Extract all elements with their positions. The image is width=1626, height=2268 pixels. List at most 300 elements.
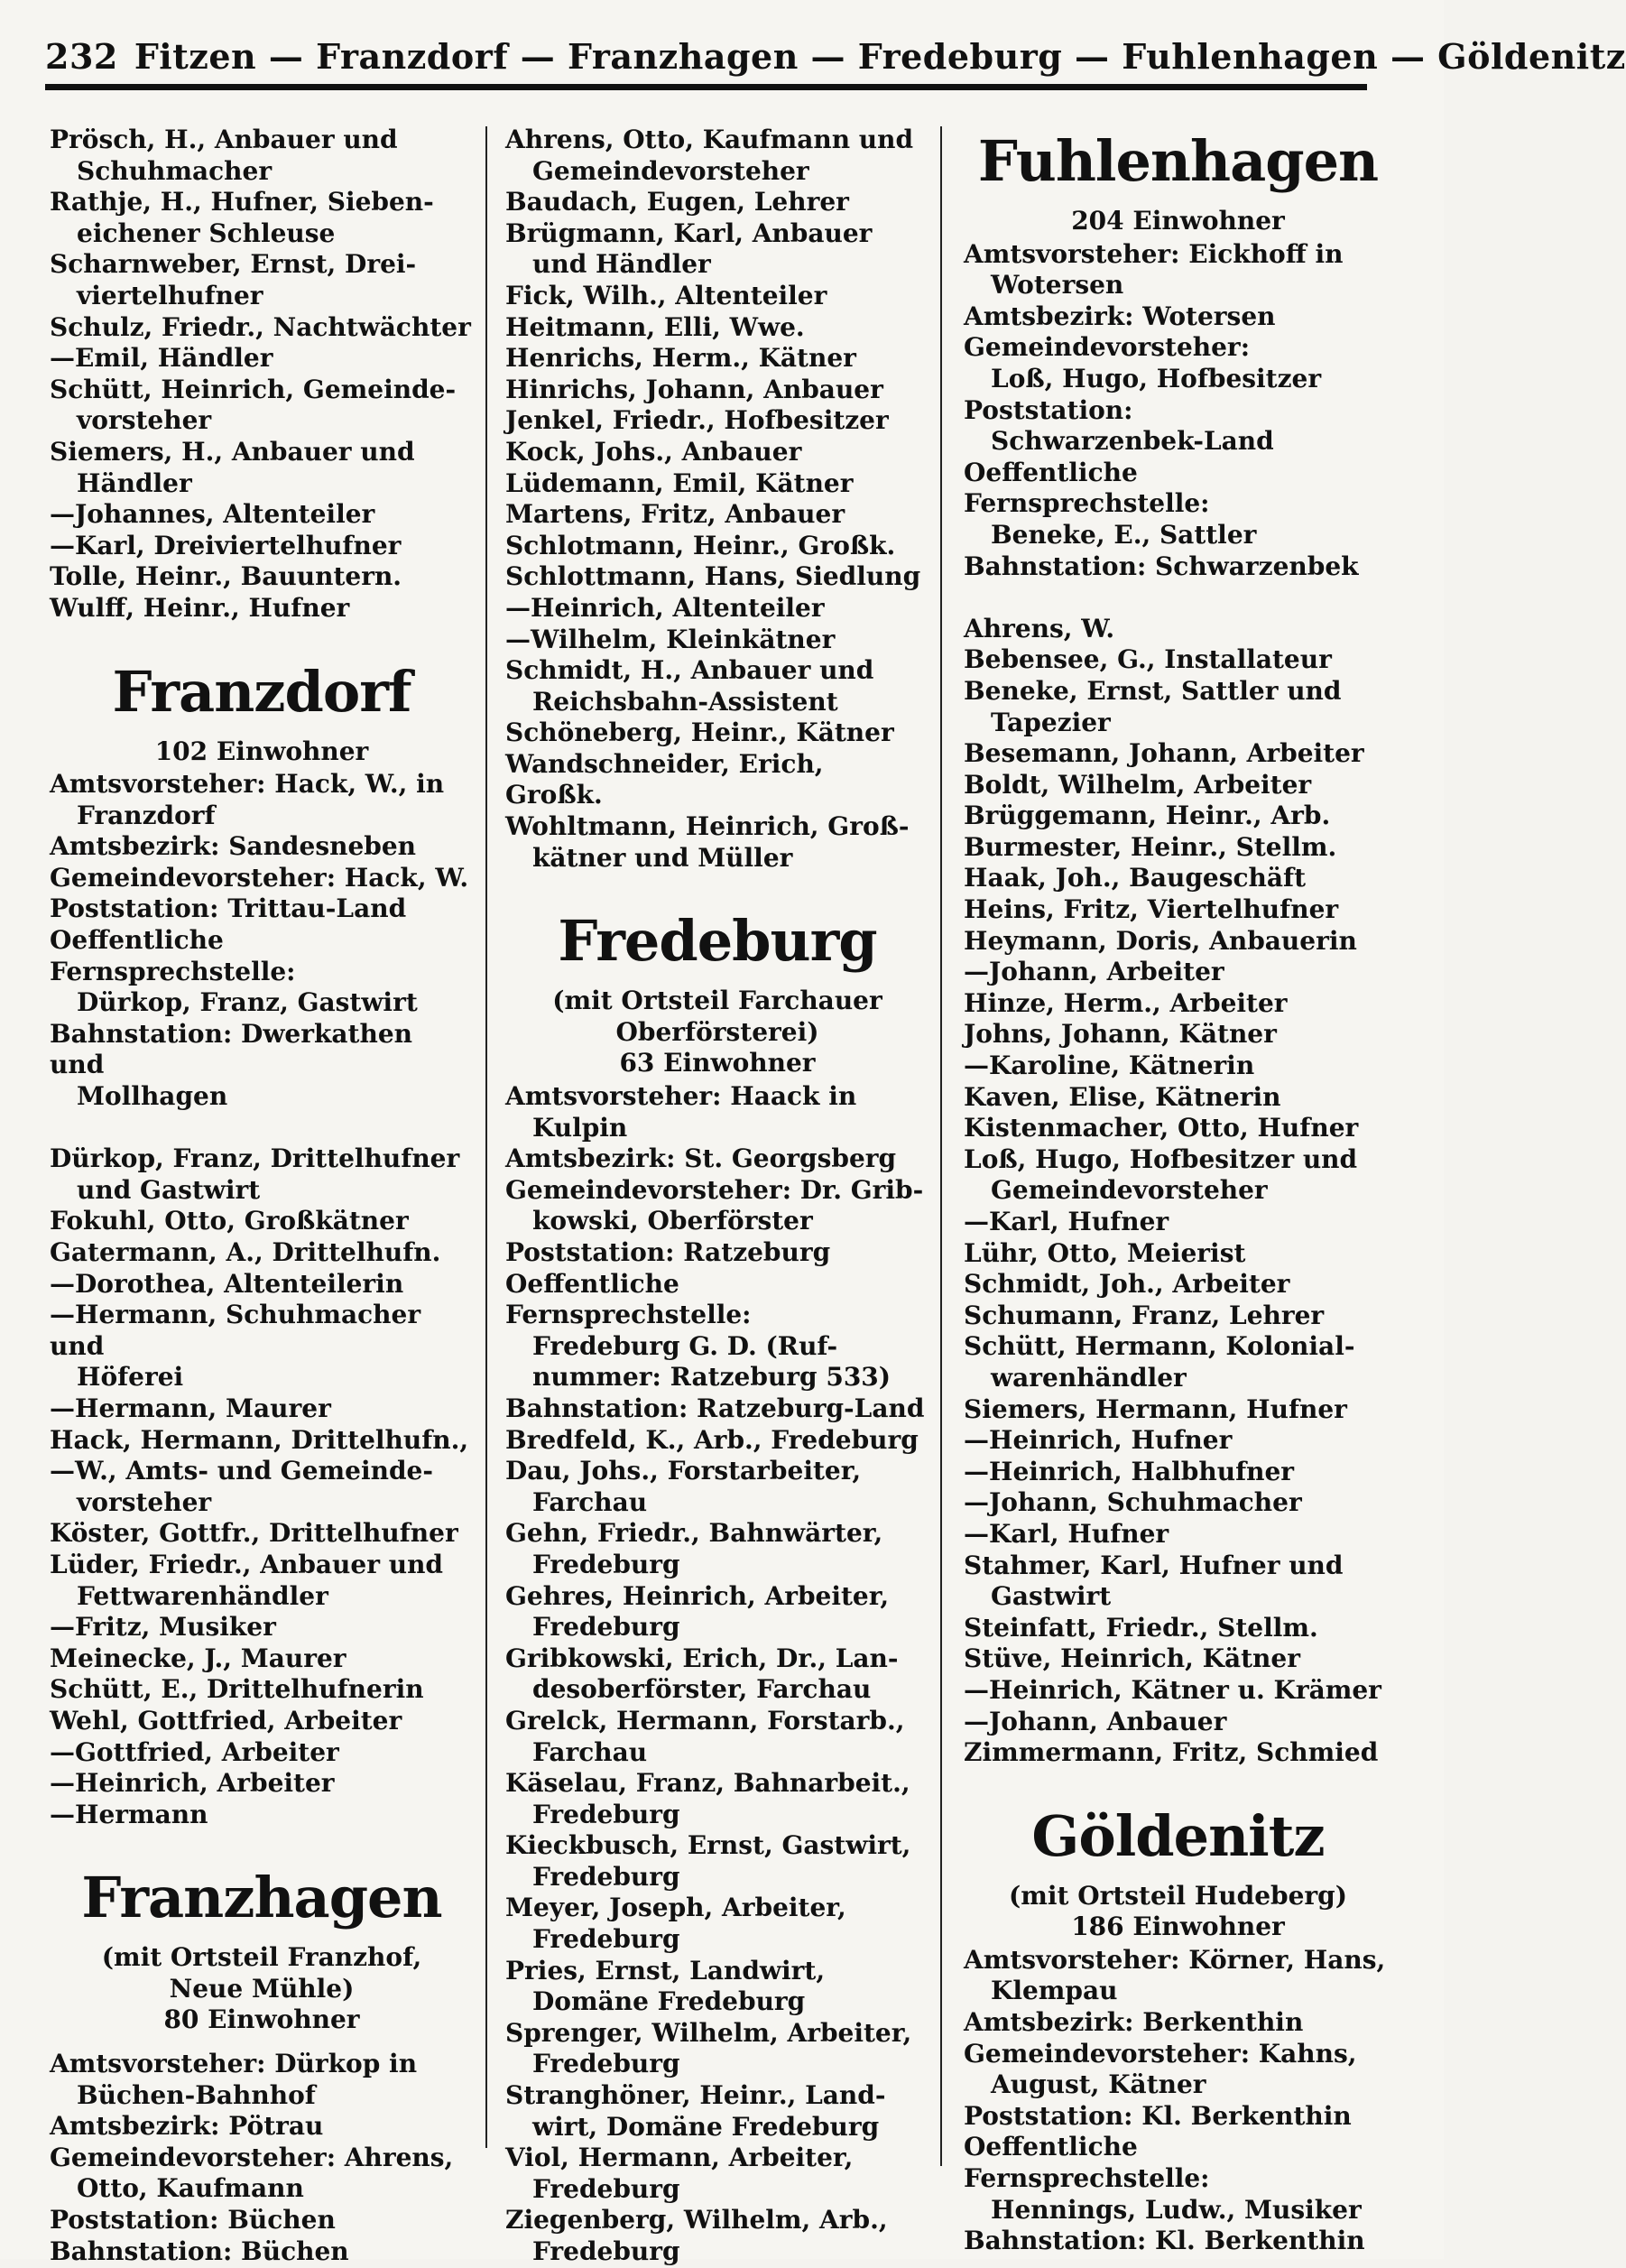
entry-continuation: Kulpin (532, 1112, 628, 1143)
entry-line: Johns, Johann, Kätner (964, 1019, 1277, 1050)
entry-line: Wulff, Heinr., Hufner (50, 592, 350, 623)
directory-entry (964, 832, 1392, 864)
entry-continuation: wirt, Domäne Fredeburg (532, 2111, 880, 2142)
entry-continuation: Fredeburg (532, 1612, 680, 1643)
entry-continuation: Fredeburg (532, 2049, 680, 2079)
directory-entry (964, 1238, 1392, 1270)
directory-entry (50, 561, 474, 593)
directory-entry (964, 1207, 1392, 1238)
directory-entry (505, 1768, 929, 1830)
fredeburg-info (505, 1081, 929, 1425)
entry-line: Poststation: Ratzeburg (505, 1237, 831, 1267)
directory-entry (50, 1612, 474, 1643)
directory-entry (50, 499, 474, 531)
entry-line: —Hermann (50, 1799, 208, 1829)
entry-continuation: Fettwarenhändler (77, 1580, 328, 1611)
entry-line: Köster, Gottfr., Drittelhufner (50, 1518, 458, 1549)
directory-entry (505, 1081, 929, 1143)
entry-line: Gemeindevorsteher: Hack, W. (50, 862, 469, 893)
entry-continuation: Fredeburg G. D. (Ruf- (532, 1330, 838, 1361)
directory-entry (50, 769, 474, 831)
subtitle-fredeburg (505, 986, 929, 1048)
directory-entry (50, 2049, 474, 2111)
entry-line: Stahmer, Karl, Hufner und (964, 1550, 1344, 1580)
entry-line: Dürkop, Franz, Drittelhufner (50, 1143, 460, 1174)
directory-entry (964, 614, 1392, 645)
directory-entry (505, 2143, 929, 2205)
entry-line: Siemers, H., Anbauer und (50, 436, 415, 467)
entry-line: —W., Amts- und Gemeinde- (50, 1456, 433, 1486)
entry-line: Scharnweber, Ernst, Drei- (50, 249, 417, 280)
entry-line: —Dorothea, Altenteilerin (50, 1268, 404, 1299)
directory-entry (50, 2111, 474, 2143)
section-title-fredeburg: Fredeburg (558, 908, 877, 975)
directory-entry (505, 1425, 929, 1457)
subtitle-line: (mit Ortsteil Hudeberg) (1009, 1880, 1347, 1911)
entry-line: Bahnstation: Büchen (50, 2236, 349, 2266)
entry-line: Tolle, Heinr., Bauuntern. (50, 561, 402, 592)
entry-continuation: Mollhagen (77, 1081, 228, 1112)
entry-line: Schlotmann, Heinr., Großk. (505, 530, 896, 560)
directory-entry (505, 125, 929, 187)
directory-entry (964, 770, 1392, 801)
entry-line: Stüve, Heinrich, Kätner (964, 1643, 1300, 1674)
entry-line: —Karl, Hufner (964, 1518, 1169, 1549)
fredeburg-entries (505, 1425, 929, 2268)
entry-continuation: Wotersen (991, 270, 1124, 301)
entry-line: Zimmermann, Fritz, Schmied (964, 1737, 1379, 1768)
entry-line: Gemeindevorsteher: Kahns, (964, 2038, 1357, 2069)
directory-entry (505, 561, 929, 593)
entry-line: —Johann, Schuhmacher (964, 1487, 1302, 1518)
entry-line: Kaven, Elise, Kätnerin (964, 1081, 1281, 1112)
entry-line: Schöneberg, Heinr., Kätner (505, 717, 894, 748)
directory-entry (964, 1269, 1392, 1301)
entry-line: Amtsbezirk: St. Georgsberg (505, 1143, 897, 1174)
column-2 (505, 125, 929, 2268)
section-title-franzhagen: Franzhagen (81, 1865, 442, 1931)
entry-line: Amtsbezirk: Wotersen (964, 301, 1276, 331)
population-franzhagen: 80 Einwohner (163, 2004, 360, 2035)
directory-entry (50, 863, 474, 894)
entry-continuation: Fredeburg (532, 2236, 680, 2266)
entry-line: Ahrens, Otto, Kaufmann und (505, 125, 914, 154)
directory-entry (50, 1237, 474, 1269)
entry-line: —Johann, Arbeiter (964, 957, 1224, 987)
column-3 (964, 125, 1392, 2257)
directory-entry (50, 1800, 474, 1831)
entry-line: —Karl, Dreiviertelhufner (50, 530, 402, 560)
entry-line: Amtsvorsteher: Hack, W., in (50, 769, 445, 800)
entry-line: Schlottmann, Hans, Siedlung (505, 561, 921, 592)
fitzen-entries (50, 125, 474, 625)
directory-entry (964, 332, 1392, 394)
entry-continuation: Loß, Hugo, Hofbesitzer (991, 363, 1322, 393)
directory-entry (50, 893, 474, 925)
entry-line: Henrichs, Herm., Kätner (505, 343, 856, 374)
entry-line: Gribkowski, Erich, Dr., Lan- (505, 1643, 899, 1673)
entry-line: Hinze, Herm., Arbeiter (964, 987, 1288, 1018)
directory-entry (964, 894, 1392, 926)
entry-line: Besemann, Johann, Arbeiter (964, 738, 1364, 769)
directory-entry (964, 1487, 1392, 1519)
entry-line: Bredfeld, K., Arb., Fredeburg (505, 1424, 919, 1455)
entry-line: —Karoline, Kätnerin (964, 1051, 1255, 1081)
entry-line: —Johannes, Altenteiler (50, 499, 375, 530)
entry-line: Brüggemann, Heinr., Arb. (964, 801, 1331, 831)
entry-continuation: desoberförster, Farchau (532, 1674, 872, 1705)
fuhlenhagen-info (964, 239, 1392, 583)
running-title: Fitzen — Franzdorf — Franzhagen — Fredeburg — Fuhlenhagen — Göldenitz (134, 36, 1626, 77)
directory-entry (505, 1518, 929, 1580)
directory-entry (505, 749, 929, 811)
directory-entry (505, 437, 929, 468)
directory-entry (964, 2226, 1392, 2257)
entry-continuation: nummer: Ratzeburg 533) (532, 1362, 892, 1393)
directory-entry (964, 2132, 1392, 2226)
entry-continuation: Domäne Fredeburg (532, 1986, 806, 2017)
entry-line: Gehn, Friedr., Bahnwärter, (505, 1518, 883, 1549)
directory-entry (50, 249, 474, 311)
entry-line: Fick, Wilh., Altenteiler (505, 280, 827, 310)
directory-entry (50, 593, 474, 625)
column-divider (485, 126, 487, 2148)
entry-line: Poststation: (964, 394, 1133, 425)
entry-line: Amtsbezirk: Pötrau (50, 2111, 324, 2142)
entry-line: Schmidt, H., Anbauer und (505, 655, 874, 686)
entry-line: Schütt, Heinrich, Gemeinde- (50, 374, 457, 404)
directory-entry (964, 1707, 1392, 1738)
entry-line: Amtsvorsteher: Eickhoff in (964, 238, 1344, 269)
directory-entry (50, 2205, 474, 2236)
directory-entry (50, 187, 474, 249)
section-title-goeldenitz: Göldenitz (1031, 1802, 1325, 1869)
population-fredeburg: 63 Einwohner (619, 1048, 816, 1078)
directory-entry (964, 926, 1392, 958)
entry-line: —Emil, Händler (50, 343, 273, 374)
directory-entry (964, 863, 1392, 894)
header-rule (45, 84, 1367, 90)
directory-entry (50, 1737, 474, 1769)
entry-line: Steinfatt, Friedr., Stellm. (964, 1612, 1318, 1643)
directory-entry (50, 375, 474, 437)
subtitle-line: Oberförsterei) (615, 1016, 819, 1047)
directory-entry (50, 1706, 474, 1737)
entry-line: Wohltmann, Heinrich, Groß- (505, 811, 910, 842)
entry-continuation: warenhändler (991, 1362, 1187, 1393)
entry-line: Poststation: Trittau-Land (50, 893, 407, 924)
entry-continuation: Fredeburg (532, 1861, 680, 1892)
entry-line: Wehl, Gottfried, Arbeiter (50, 1705, 402, 1736)
entry-line: Hack, Hermann, Drittelhufn., (50, 1424, 469, 1455)
entry-continuation: Franzdorf (77, 800, 216, 830)
directory-entry (50, 1456, 474, 1518)
entry-continuation: Beneke, E., Sattler (991, 519, 1257, 550)
entry-line: Lüdemann, Emil, Kätner (505, 467, 854, 498)
directory-entry (964, 1737, 1392, 1769)
entry-line: Schumann, Franz, Lehrer (964, 1300, 1325, 1330)
directory-entry (964, 1019, 1392, 1051)
directory-entry (964, 644, 1392, 676)
directory-entry (505, 1456, 929, 1518)
directory-entry (505, 405, 929, 437)
entry-continuation: August, Kätner (991, 2069, 1206, 2100)
entry-line: Kock, Johs., Anbauer (505, 436, 802, 467)
entry-line: —Johann, Anbauer (964, 1706, 1227, 1736)
directory-entry (50, 1143, 474, 1206)
directory-entry (505, 312, 929, 344)
directory-entry (505, 811, 929, 874)
directory-entry (50, 2236, 474, 2268)
entry-line: Kistenmacher, Otto, Hufner (964, 1113, 1359, 1143)
entry-continuation: vorsteher (77, 405, 212, 436)
entry-line: Gehres, Heinrich, Arbeiter, (505, 1580, 890, 1611)
entry-line: Bahnstation: Kl. Berkenthin (964, 2226, 1365, 2256)
entry-line: Gemeindevorsteher: Dr. Grib- (505, 1174, 924, 1205)
population-franzdorf: 102 Einwohner (154, 736, 369, 766)
entry-line: Schmidt, Joh., Arbeiter (964, 1269, 1290, 1300)
directory-entry (505, 655, 929, 717)
entry-continuation: Fredeburg (532, 1799, 680, 1829)
directory-entry (964, 801, 1392, 832)
subtitle-line: (mit Ortsteil Franzhof, (101, 1942, 422, 1973)
entry-continuation: Fredeburg (532, 1924, 680, 1955)
directory-entry (505, 468, 929, 500)
entry-continuation: viertelhufner (77, 280, 263, 310)
entry-continuation: Gemeindevorsteher (991, 1175, 1268, 1206)
directory-entry (50, 1206, 474, 1237)
directory-entry (964, 988, 1392, 1020)
entry-line: Schütt, E., Drittelhufnerin (50, 1674, 424, 1705)
directory-entry (50, 1393, 474, 1425)
directory-entry (964, 458, 1392, 551)
entry-continuation: Farchau (532, 1736, 648, 1767)
entry-line: Boldt, Wilhelm, Arbeiter (964, 769, 1312, 800)
entry-continuation: Reichsbahn-Assistent (532, 686, 838, 717)
directory-entry (964, 1113, 1392, 1144)
entry-continuation: Fredeburg (532, 1549, 680, 1579)
directory-entry (50, 312, 474, 344)
entry-line: Poststation: Büchen (50, 2205, 336, 2236)
entry-line: —Wilhelm, Kleinkätner (505, 624, 836, 654)
entry-line: Oeffentliche Fernsprechstelle: (505, 1268, 752, 1330)
entry-continuation: Gemeindevorsteher (532, 155, 809, 186)
entry-line: —Gottfried, Arbeiter (50, 1736, 339, 1767)
entry-line: Gemeindevorsteher: Ahrens, (50, 2142, 454, 2172)
directory-entry (964, 1394, 1392, 1426)
directory-entry (50, 1019, 474, 1113)
entry-line: Oeffentliche Fernsprechstelle: (964, 2132, 1210, 2194)
entry-continuation: und Händler (532, 249, 711, 280)
entry-line: Amtsvorsteher: Körner, Hans, (964, 1944, 1386, 1975)
entry-line: Gemeindevorsteher: (964, 332, 1251, 363)
entry-line: Fokuhl, Otto, Großkätner (50, 1206, 409, 1236)
entry-line: —Fritz, Musiker (50, 1612, 276, 1643)
franzhagen-info (50, 2049, 474, 2267)
directory-entry (964, 676, 1392, 738)
entry-line: Dau, Johs., Forstarbeiter, (505, 1456, 862, 1486)
entry-line: Lüder, Friedr., Anbauer und (50, 1549, 444, 1579)
directory-entry (50, 1674, 474, 1706)
directory-entry (50, 125, 474, 187)
entry-line: Bahnstation: Schwarzenbek (964, 551, 1359, 581)
page-header (45, 27, 1626, 87)
directory-entry (964, 1331, 1392, 1393)
entry-line: Schulz, Friedr., Nachtwächter (50, 311, 471, 342)
directory-entry (964, 1425, 1392, 1457)
directory-entry (505, 1643, 929, 1706)
directory-entry (964, 1613, 1392, 1644)
column-1 (50, 125, 474, 2267)
entry-continuation: Farchau (532, 1486, 648, 1517)
directory-entry (50, 1768, 474, 1800)
entry-line: Amtsvorsteher: Dürkop in (50, 2049, 418, 2079)
entry-line: Ziegenberg, Wilhelm, Arb., (505, 2205, 888, 2236)
entry-line: Amtsvorsteher: Haack in (505, 1081, 857, 1112)
directory-entry (50, 831, 474, 863)
entry-continuation: Dürkop, Franz, Gastwirt (77, 987, 418, 1018)
entry-line: Pries, Ernst, Landwirt, (505, 1955, 826, 1986)
entry-line: Wandschneider, Erich, Großk. (505, 748, 824, 810)
entry-continuation: Tapezier (991, 707, 1111, 737)
entry-line: Heymann, Doris, Anbauerin (964, 925, 1357, 956)
entry-line: Meyer, Joseph, Arbeiter, (505, 1893, 846, 1923)
directory-entry (505, 1581, 929, 1643)
subtitle-goeldenitz (964, 1881, 1392, 1912)
subtitle-line: (mit Ortsteil Farchauer (552, 986, 882, 1016)
directory-entry (964, 1082, 1392, 1114)
entry-line: —Heinrich, Kätner u. Krämer (964, 1674, 1381, 1705)
directory-entry (50, 1300, 474, 1393)
fuhlenhagen-entries (964, 614, 1392, 1769)
entry-line: —Heinrich, Halbhufner (964, 1456, 1295, 1486)
entry-line: Siemers, Hermann, Hufner (964, 1393, 1347, 1424)
entry-line: Bebensee, G., Installateur (964, 644, 1332, 675)
section-title-fuhlenhagen: Fuhlenhagen (977, 128, 1379, 194)
directory-entry (50, 925, 474, 1019)
entry-line: Lühr, Otto, Meierist (964, 1237, 1246, 1268)
spacer (50, 1113, 474, 1144)
entry-line: Gatermann, A., Drittelhufn. (50, 1237, 441, 1267)
entry-line: —Heinrich, Hufner (964, 1425, 1233, 1456)
directory-entry (505, 717, 929, 749)
entry-line: Loß, Hugo, Hofbesitzer und (964, 1143, 1358, 1174)
directory-entry (505, 1706, 929, 1768)
entry-line: Heins, Fritz, Viertelhufner (964, 894, 1339, 925)
entry-continuation: Schwarzenbek-Land (991, 426, 1274, 457)
entry-line: Prösch, H., Anbauer und (50, 125, 398, 154)
entry-continuation: Schuhmacher (77, 155, 273, 186)
entry-continuation: Händler (77, 467, 192, 498)
directory-entry (505, 499, 929, 531)
entry-line: Heitmann, Elli, Wwe. (505, 311, 805, 342)
entry-line: Haak, Joh., Baugeschäft (964, 863, 1307, 893)
directory-entry (505, 2205, 929, 2267)
entry-line: Grelck, Hermann, Forstarb., (505, 1705, 905, 1736)
directory-entry (505, 187, 929, 218)
entry-line: Stranghöner, Heinr., Land- (505, 2080, 886, 2111)
franzhagen-entries (505, 125, 929, 874)
directory-entry (50, 437, 474, 499)
entry-line: Viol, Hermann, Arbeiter, (505, 2143, 854, 2173)
directory-entry (505, 1143, 929, 1175)
entry-continuation: vorsteher (77, 1486, 212, 1517)
directory-entry (505, 1893, 929, 1955)
directory-entry (50, 1518, 474, 1550)
directory-entry (964, 738, 1392, 770)
entry-line: Amtsbezirk: Berkenthin (964, 2007, 1304, 2038)
entry-line: Bahnstation: Dwerkathen und (50, 1018, 413, 1080)
entry-continuation: Büchen-Bahnhof (77, 2079, 316, 2110)
directory-entry (964, 1144, 1392, 1207)
entry-line: —Karl, Hufner (964, 1207, 1169, 1236)
franzdorf-entries (50, 1143, 474, 1830)
entry-line: Amtsbezirk: Sandesneben (50, 831, 417, 862)
entry-continuation: kowski, Oberförster (532, 1206, 813, 1236)
entry-line: —Hermann, Schuhmacher und (50, 1300, 421, 1361)
subtitle-franzhagen (50, 1942, 474, 2004)
entry-line: Poststation: Kl. Berkenthin (964, 2100, 1352, 2131)
population-fuhlenhagen: 204 Einwohner (1071, 206, 1285, 236)
entry-continuation: Höferei (77, 1362, 184, 1393)
directory-entry (50, 2143, 474, 2205)
entry-line: Meinecke, J., Maurer (50, 1643, 346, 1673)
entry-line: Rathje, H., Hufner, Sieben- (50, 187, 434, 218)
goeldenitz-info (964, 1945, 1392, 2257)
entry-line: Bahnstation: Ratzeburg-Land (505, 1393, 925, 1423)
entry-line: Baudach, Eugen, Lehrer (505, 187, 849, 218)
column-divider (940, 126, 942, 2166)
directory-entry (505, 1237, 929, 1269)
directory-entry (964, 1675, 1392, 1707)
entry-line: —Heinrich, Altenteiler (505, 592, 825, 623)
entry-continuation: Fredeburg (532, 2173, 680, 2204)
directory-entry (505, 1175, 929, 1237)
directory-entry (505, 531, 929, 562)
entry-continuation: Klempau (991, 1976, 1118, 2006)
entry-line: Käselau, Franz, Bahnarbeit., (505, 1768, 910, 1799)
directory-entry (505, 2080, 929, 2143)
entry-line: Hinrichs, Johann, Anbauer (505, 374, 883, 404)
section-title-franzdorf: Franzdorf (112, 658, 411, 725)
entry-line: Schütt, Hermann, Kolonial- (964, 1331, 1355, 1362)
directory-entry (964, 2101, 1392, 2133)
directory-entry (50, 1550, 474, 1612)
spacer (964, 582, 1392, 614)
directory-entry (964, 1643, 1392, 1675)
directory-entry (964, 2007, 1392, 2039)
directory-entry (505, 2018, 929, 2080)
directory-entry (964, 1301, 1392, 1332)
entry-line: —Heinrich, Arbeiter (50, 1768, 335, 1799)
directory-entry (505, 1269, 929, 1393)
directory-entry (964, 551, 1392, 583)
entry-continuation: eichener Schleuse (77, 218, 336, 248)
directory-entry (505, 1830, 929, 1893)
population-goeldenitz: 186 Einwohner (1071, 1912, 1285, 1942)
entry-line: Martens, Fritz, Anbauer (505, 499, 845, 530)
directory-entry (50, 343, 474, 375)
entry-continuation: Hennings, Ludw., Musiker (991, 2194, 1362, 2225)
directory-entry (964, 239, 1392, 301)
entry-line: Oeffentliche Fernsprechstelle: (964, 457, 1210, 519)
entry-continuation: kätner und Müller (532, 842, 793, 873)
franzdorf-info (50, 769, 474, 1113)
directory-entry (964, 957, 1392, 988)
directory-entry (505, 343, 929, 375)
directory-entry (505, 1956, 929, 2018)
directory-entry (964, 2039, 1392, 2101)
